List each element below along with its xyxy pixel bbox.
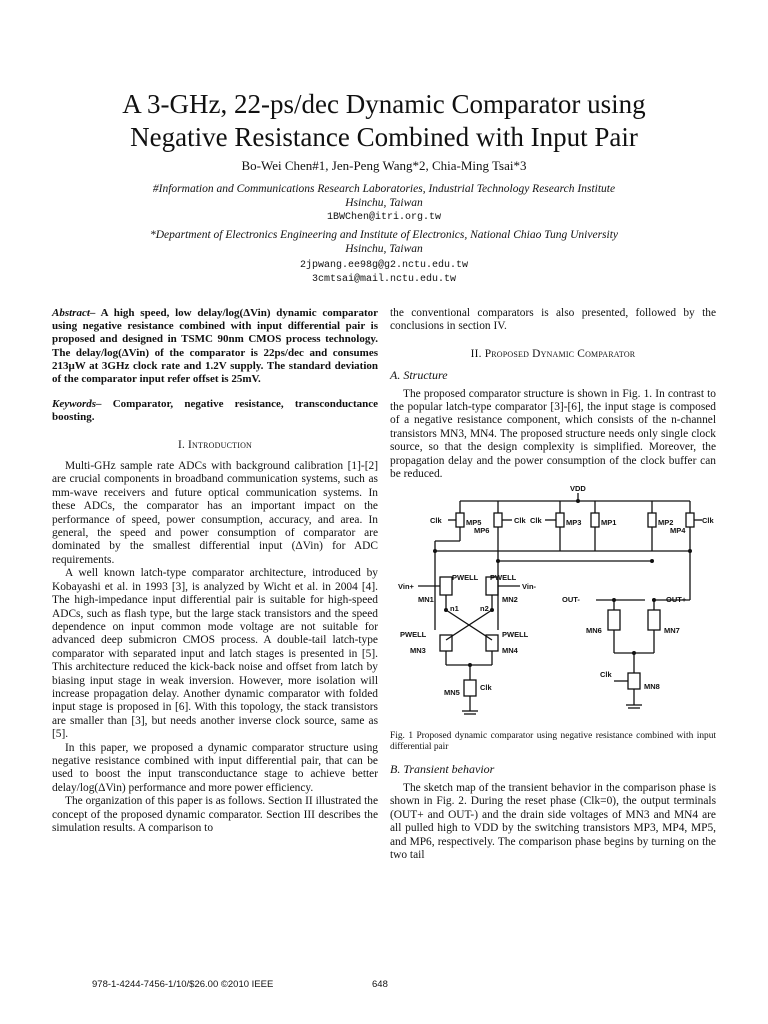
label-pwell-4: PWELL — [502, 630, 529, 640]
label-n2: n2 — [480, 604, 489, 614]
affiliation-2 — [0, 228, 768, 256]
label-mp4: MP4 — [670, 526, 686, 536]
email-1[interactable]: 1BWChen@itri.org.tw — [326, 212, 442, 223]
keywords — [52, 398, 378, 424]
email-2[interactable]: 2jpwang.ee98g@g2.nctu.edu.tw — [299, 260, 469, 271]
keywords-text: Comparator, negative resistance, transconductance boosting. — [52, 398, 378, 424]
label-clk-4: Clk — [702, 516, 714, 526]
label-clk-5: Clk — [480, 683, 492, 693]
intro-continuation: the conventional comparators is also presented, followed by the conclusions in section IV. — [390, 307, 716, 333]
label-clk-1: Clk — [430, 516, 442, 526]
affiliation-1-name: #Information and Communications Research Laboratories, Industrial Technology Research Institute — [152, 183, 616, 195]
label-mn8: MN8 — [644, 682, 660, 692]
label-mp2: MP2 — [658, 518, 674, 528]
affiliation-1-city: Hsinchu, Taiwan — [345, 197, 423, 209]
label-clk-2: Clk — [514, 516, 526, 526]
intro-paragraph-2: A well known latch-type comparator architecture, introduced by Kobayashi et al. in 1993 [3], is analyzed by Wicht et al. in 2004 [4]. The high-impedance input differential pair is suitable for high-speed ADCs, such as flash type, but the large stack transistors and the speed dependence on input common mode voltage are not suitable for advanced deep submicron CMOS process. A double-tail latch-type comparator with separated input and latch stages is presented in [5]. This architecture reduced the kick-back noise and offset from latch by biasing input stage in weak inversion. However, more isolation will increase propagation delay. Another dynamic comparator with folded input stage is proposed in [6]. With this topology, the stack transistors are smaller than [3], but needs another inverse clock source, same as [5]. — [52, 567, 378, 741]
label-pwell-1: PWELL — [452, 573, 479, 583]
label-mp5: MP5 — [466, 518, 482, 528]
paper-title — [0, 88, 768, 154]
author-list: Bo-Wei Chen#1, Jen-Peng Wang*2, Chia-Ming Tsai*3 — [241, 158, 527, 173]
label-mn6: MN6 — [586, 626, 602, 636]
label-mn5: MN5 — [444, 688, 460, 698]
right-column — [390, 307, 716, 862]
section-1-heading: I. Introduction — [177, 438, 253, 451]
label-vin-plus: Vin+ — [398, 582, 414, 592]
keywords-label: Keywords– — [52, 398, 102, 411]
label-mn4: MN4 — [502, 646, 518, 656]
label-mn7: MN7 — [664, 626, 680, 636]
title-line-2: Negative Resistance Combined with Input Pair — [130, 122, 638, 152]
email-3[interactable]: 3cmtsai@mail.nctu.edu.tw — [311, 274, 457, 285]
label-mp3: MP3 — [566, 518, 582, 528]
label-mp6-visible: MP6 — [474, 526, 490, 536]
figure-1-schematic — [390, 485, 716, 725]
title-line-1: A 3-GHz, 22-ps/dec Dynamic Comparator using — [122, 89, 646, 119]
abstract — [52, 307, 378, 386]
label-mn3: MN3 — [410, 646, 426, 656]
left-column — [52, 307, 378, 835]
label-clk-3: Clk — [530, 516, 542, 526]
subsection-a-heading: A. Structure — [390, 368, 448, 383]
label-mn1: MN1 — [418, 595, 434, 605]
abstract-label: Abstract– — [52, 307, 96, 319]
label-mn2: MN2 — [502, 595, 518, 605]
structure-paragraph: The proposed comparator structure is shown in Fig. 1. In contrast to the popular latch-type comparator [3]-[6], the input stage is composed of a negative resistance component, which consists of the n-channel transistors MN3, MN4. The proposed structure needs only single clock source, so that the design complexity is simplified. Moreover, the propagation delay and the power consumption of the clock buffer can be reduced. — [390, 387, 716, 481]
label-out-minus: OUT- — [562, 595, 580, 605]
affiliation-2-city: Hsinchu, Taiwan — [345, 243, 423, 255]
label-pwell-3: PWELL — [400, 630, 427, 640]
comparator-schematic — [390, 485, 716, 725]
label-n1: n1 — [450, 604, 459, 614]
footer-page-number: 648 — [372, 979, 388, 990]
affiliation-1 — [0, 182, 768, 210]
figure-1-caption: Fig. 1 Proposed dynamic comparator using negative resistance combined with input differential pair — [390, 731, 716, 753]
intro-paragraph-3: In this paper, we proposed a dynamic comparator structure using negative resistance combined with input differential pair, that can be used to boost the input transconductance stage to achieve better delay/log(ΔVin) performance and more power efficiency. — [52, 741, 378, 794]
section-2-heading: II. Proposed Dynamic Comparator — [470, 347, 636, 360]
label-vdd: VDD — [570, 485, 586, 494]
intro-paragraph-1: Multi-GHz sample rate ADCs with background calibration [1]-[2] are crucial components in broadband communication systems, such as mm-wave receivers and future optical communication systems. In these ADCs, the comparator has an important impact on the performance of speed, power consumption, accuracy, and area. In general, the speed and power consumption of comparator are dominated by the smallest differential input (ΔVin) for ADC requirements. — [52, 460, 378, 566]
affiliation-2-name: *Department of Electronics Engineering and Institute of Electronics, National Chiao Tung University — [149, 229, 619, 241]
label-mp1: MP1 — [601, 518, 617, 528]
footer-copyright: 978-1-4244-7456-1/10/$26.00 ©2010 IEEE — [92, 979, 274, 990]
abstract-text: A high speed, low delay/log(ΔVin) dynamic comparator using negative resistance combined with input differential pair is proposed and designed in TSMC 90nm CMOS process technology. The delay/log(ΔVin) of the comparator is 22ps/dec and consumes 213μW at 3GHz clock rate and 1.2V supply. The standard deviation of the comparator input refer offset is 25mV. — [52, 307, 378, 386]
subsection-b-heading: B. Transient behavior — [390, 762, 495, 777]
label-pwell-2: PWELL — [490, 573, 517, 583]
transient-paragraph: The sketch map of the transient behavior in the comparison phase is shown in Fig. 2. During the reset phase (Clk=0), the output terminals (OUT+ and OUT-) and the drain side voltages of MN3 and MN4 are all pulled high to VDD by the switching transistors MP3, MP4, MP5, and MP6, respectively. The comparison phase begins by turning on the two tail — [390, 781, 716, 861]
label-clk-6: Clk — [600, 670, 612, 680]
intro-paragraph-4: The organization of this paper is as follows. Section II illustrated the concept of the proposed dynamic comparator. Section III describes the simulation results. A comparison to — [52, 795, 378, 834]
label-vin-minus: Vin- — [522, 582, 537, 592]
label-out-plus: OUT+ — [666, 595, 687, 605]
